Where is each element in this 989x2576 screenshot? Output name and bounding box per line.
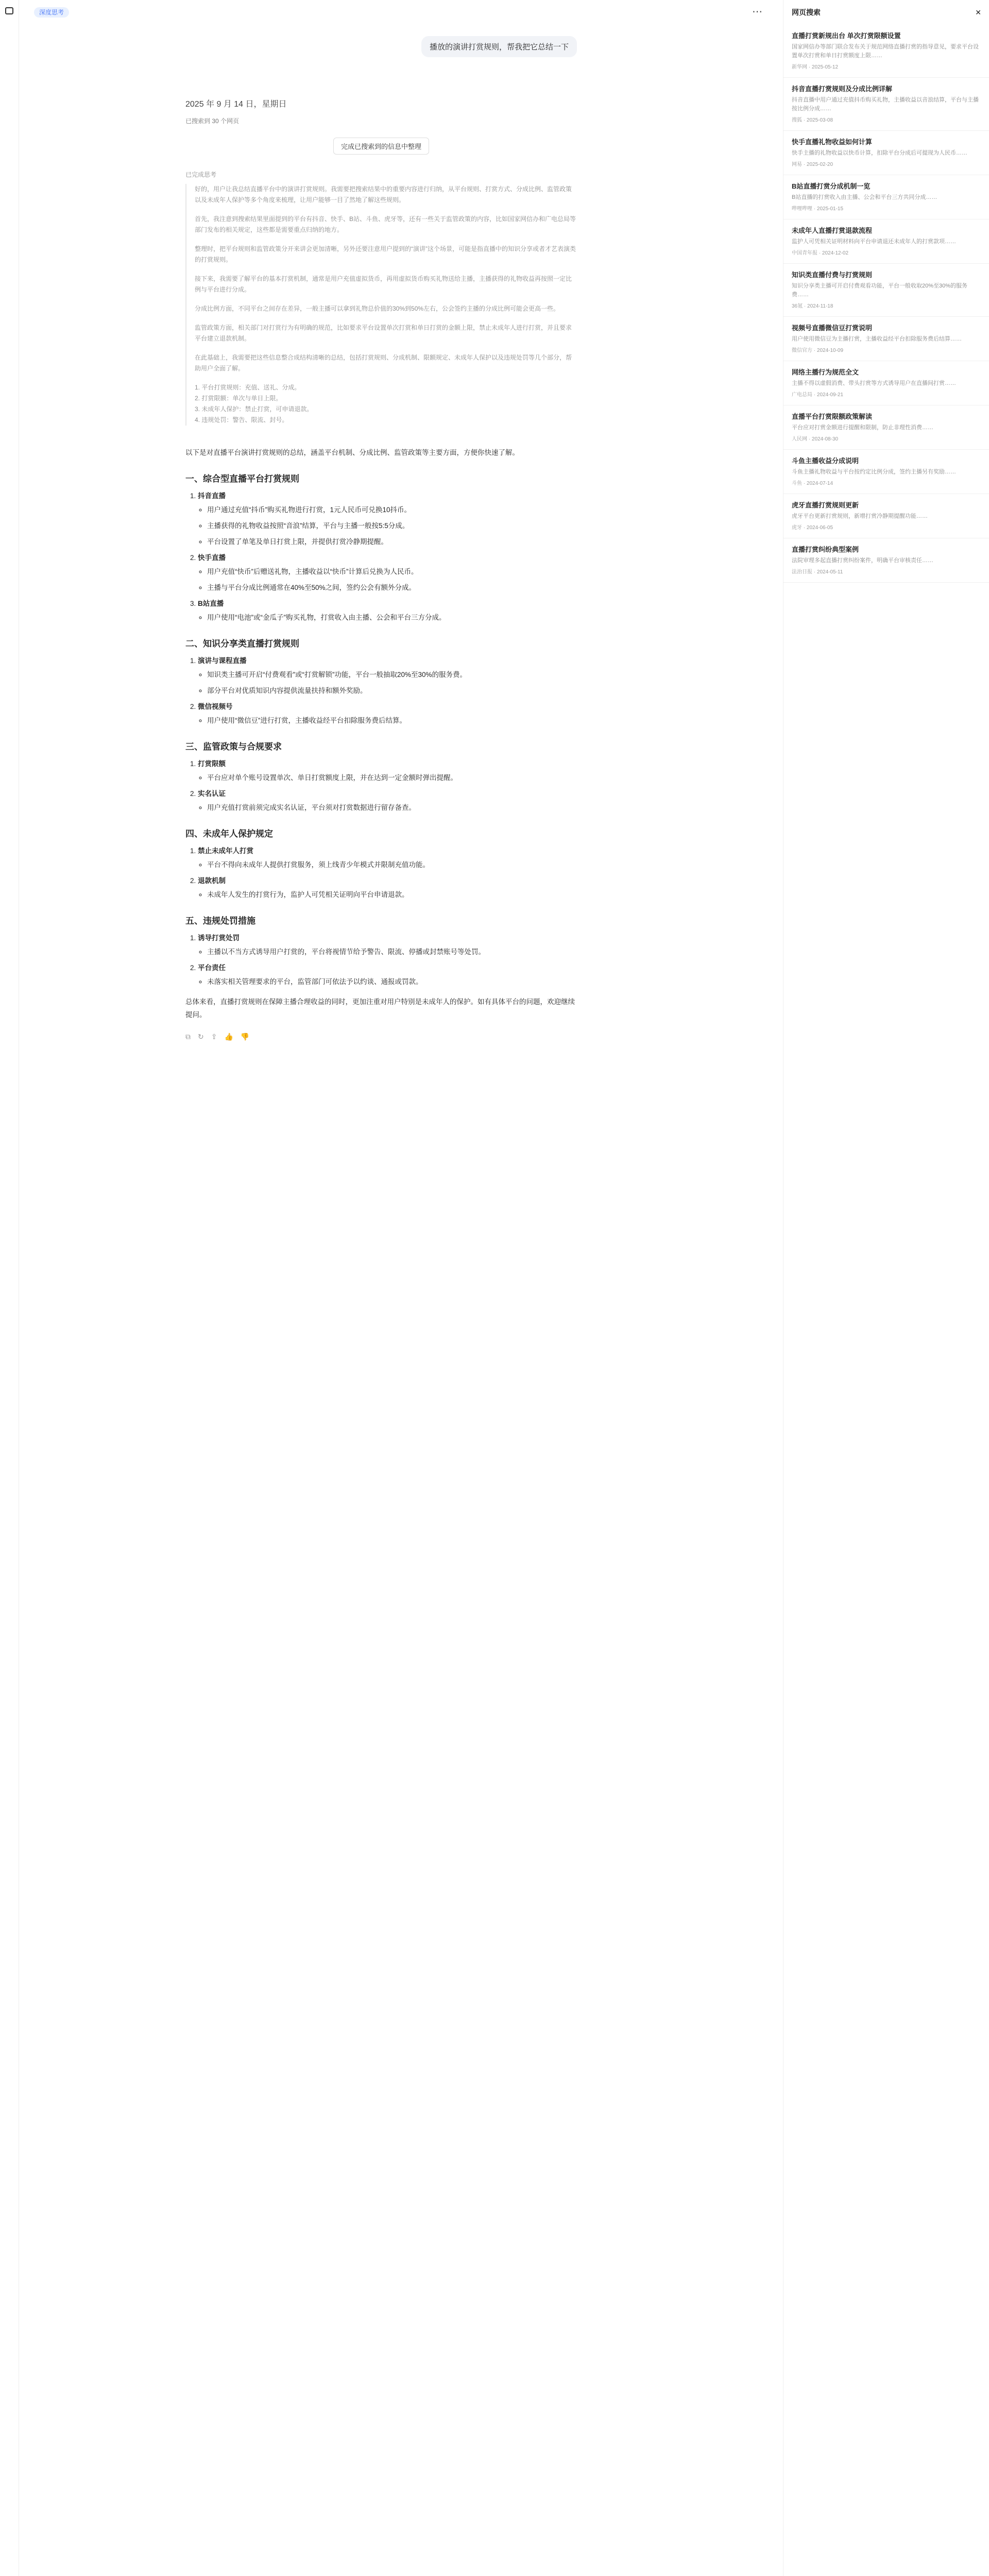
search-result-snippet: B站直播的打赏收入由主播、公会和平台三方共同分成……: [792, 194, 937, 200]
section-item-points: [207, 611, 577, 624]
section-item-point: ◦ 用户充值“快币”后赠送礼物，主播收益以“快币”计算后兑换为人民币。: [207, 565, 577, 578]
search-result[interactable]: [783, 175, 989, 219]
search-result-title[interactable]: 网络主播行为规范全文: [792, 368, 859, 376]
section-item-points: [207, 975, 577, 988]
answer-actions: [185, 1030, 577, 1043]
left-sidebar: [0, 0, 19, 2576]
answer-date: 2025 年 9 月 14 日，星期日: [185, 100, 287, 109]
search-result[interactable]: [783, 264, 989, 317]
thinking-paragraph: 好的，用户让我总结直播平台中的演讲打赏规则。我需要把搜索结果中的重要内容进行归纳，从平台规则、打赏方式、分成比例、监管政策以及未成年人保护等多个角度来梳理，让用户能够一目了然地了解这些规则。: [195, 185, 572, 204]
section-item: [198, 654, 577, 697]
section-list: [198, 654, 577, 727]
section-item-name: 1. 禁止未成年人打赏: [198, 847, 253, 855]
more-options-icon[interactable]: ⋯: [752, 6, 762, 18]
section-item-point: ◦ 平台设置了单笔及单日打赏上限，并提供打赏冷静期提醒。: [207, 535, 577, 548]
thinking-list: [195, 382, 577, 426]
search-result-meta: 36氪 · 2024-11-18: [792, 303, 833, 309]
thinking-paragraph: 在此基础上，我需要把这些信息整合成结构清晰的总结，包括打赏规则、分成机制、限额规定、未成年人保护以及违规处罚等几个部分，帮助用户全面了解。: [195, 354, 572, 372]
section-item-points: [207, 714, 577, 727]
section-title: 三、监管政策与合规要求: [185, 742, 282, 752]
search-panel-title: 网页搜索: [792, 8, 821, 16]
section-item-points: [207, 668, 577, 697]
thinking-block: [185, 184, 577, 426]
section-item-point: ◦ 主播获得的礼物收益按照“音浪”结算，平台与主播一般按5:5分成。: [207, 519, 577, 532]
section-item-point: ◦ 未成年人发生的打赏行为，监护人可凭相关证明向平台申请退款。: [207, 888, 577, 901]
section-item: [198, 931, 577, 958]
search-result-title[interactable]: 视频号直播微信豆打赏说明: [792, 324, 873, 332]
search-result-snippet: 主播不得以虚假消费、带头打赏等方式诱导用户在直播间打赏……: [792, 380, 956, 386]
section-item-points: [207, 565, 577, 594]
section-item-points: [207, 945, 577, 958]
section-item-point: ◦ 平台应对单个账号设置单次、单日打赏额度上限，并在达到一定金额时弹出提醒。: [207, 771, 577, 784]
section-item-name: 2. 平台责任: [198, 964, 226, 972]
search-result-snippet: 快手主播的礼物收益以快币计算，扣除平台分成后可提现为人民币……: [792, 150, 967, 156]
search-result-snippet: 斗鱼主播礼物收益与平台按约定比例分成，签约主播另有奖励……: [792, 469, 956, 475]
search-result-meta: 网易 · 2025-02-20: [792, 162, 833, 167]
think-done-label[interactable]: 已完成思考: [185, 171, 217, 178]
section-item: [198, 757, 577, 784]
think-title[interactable]: [185, 138, 577, 155]
search-result-snippet: 国家网信办等部门联合发布关于规范网络直播打赏的指导意见，要求平台设置单次打赏和单日打赏额度上限……: [792, 44, 979, 59]
thumbs-down-icon[interactable]: 👎: [240, 1032, 250, 1041]
thinking-paragraph: 接下来，我需要了解平台的基本打赏机制，通常是用户充值虚拟货币，再用虚拟货币购买礼物送给主播，主播获得的礼物收益再按照一定比例与平台进行分成。: [195, 275, 572, 293]
chat-thread: [185, 36, 577, 1043]
section-item-point: ◦ 用户通过充值“抖币”购买礼物进行打赏，1元人民币可兑换10抖币。: [207, 503, 577, 516]
section-item-point: ◦ 主播以不当方式诱导用户打赏的，平台将视情节给予警告、限流、停播或封禁账号等处罚。: [207, 945, 577, 958]
sources-count[interactable]: 已搜索到 30 个网页: [185, 117, 240, 125]
thinking-list-item: 1. 平台打赏规则：充值、送礼、分成。: [195, 384, 301, 391]
search-result-meta: 虎牙 · 2024-06-05: [792, 525, 833, 531]
search-result-title[interactable]: 知识类直播付费与打赏规则: [792, 271, 873, 279]
search-result[interactable]: [783, 494, 989, 538]
search-result-meta: 中国青年报 · 2024-12-02: [792, 250, 849, 256]
search-result-snippet: 法院审理多起直播打赏纠纷案件，明确平台审核责任……: [792, 557, 933, 564]
section-item: [198, 700, 577, 727]
search-result-meta: 搜狐 · 2025-03-08: [792, 117, 833, 123]
section-item-point: ◦ 平台不得向未成年人提供打赏服务，须上线青少年模式并限制充值功能。: [207, 858, 577, 871]
share-icon[interactable]: ⇪: [211, 1032, 217, 1041]
section-item-name: 2. 微信视频号: [198, 703, 233, 710]
answer-intro: 以下是对直播平台演讲打赏规则的总结，涵盖平台机制、分成比例、监管政策等主要方面，方便你快速了解。: [185, 449, 519, 456]
section-item: [198, 489, 577, 548]
search-result-title[interactable]: B站直播打赏分成机制一览: [792, 182, 871, 190]
thinking-paragraph: 监管政策方面，相关部门对打赏行为有明确的规范，比如要求平台设置单次打赏和单日打赏的金额上限，禁止未成年人进行打赏，并且要求平台建立退款机制。: [195, 324, 572, 342]
thinking-paragraph: 整理时，把平台规则和监管政策分开来讲会更加清晰，另外还要注意用户提到的“演讲”这个场景，可能是指直播中的知识分享或者才艺表演类的打赏规则。: [195, 245, 576, 263]
thinking-list-item: 3. 未成年人保护：禁止打赏，可申请退款。: [195, 405, 313, 413]
section-title: 五、违规处罚措施: [185, 916, 255, 926]
search-result-meta: 广电总局 · 2024-09-21: [792, 392, 844, 398]
search-result-snippet: 抖音直播中用户通过充值抖币购买礼物，主播收益以音浪结算，平台与主播按比例分成……: [792, 97, 979, 112]
sidebar-toggle-icon[interactable]: [5, 7, 13, 14]
answer-block: [185, 446, 577, 1043]
search-result[interactable]: [783, 78, 989, 131]
search-result-meta: 微信官方 · 2024-10-09: [792, 348, 844, 353]
answer-section: [185, 740, 577, 814]
section-list: [198, 844, 577, 901]
section-item-point: ◦ 用户使用“电池”或“金瓜子”购买礼物，打赏收入由主播、公会和平台三方分成。: [207, 611, 577, 624]
section-item-name: 3. B站直播: [198, 600, 224, 607]
thinking-list-item: 4. 违规处罚：警告、限流、封号。: [195, 416, 288, 423]
search-result[interactable]: [783, 25, 989, 78]
section-item-points: [207, 888, 577, 901]
think-title-label: 完成已搜索到的信息中整理: [333, 138, 429, 155]
search-result-snippet: 监护人可凭相关证明材料向平台申请退还未成年人的打赏款项……: [792, 239, 956, 245]
answer-summary: 总体来看，直播打赏规则在保障主播合理收益的同时，更加注重对用户特别是未成年人的保护。如有具体平台的问题，欢迎继续提问。: [185, 997, 575, 1019]
section-item-points: [207, 858, 577, 871]
search-result[interactable]: [783, 361, 989, 405]
search-result-meta: 人民网 · 2024-08-30: [792, 436, 839, 442]
section-item-point: ◦ 用户使用“微信豆”进行打赏，主播收益经平台扣除服务费后结算。: [207, 714, 577, 727]
section-item-name: 2. 实名认证: [198, 790, 226, 798]
thumbs-up-icon[interactable]: 👍: [224, 1032, 233, 1041]
deep-think-badge[interactable]: 深度思考: [34, 7, 69, 18]
search-result-title[interactable]: 直播平台打赏限额政策解读: [792, 413, 873, 420]
top-bar: [19, 0, 783, 25]
section-item-points: [207, 503, 577, 548]
section-item-name: 1. 演讲与课程直播: [198, 657, 247, 665]
search-result-meta: 斗鱼 · 2024-07-14: [792, 481, 833, 486]
section-item: [198, 844, 577, 871]
section-item-name: 1. 抖音直播: [198, 492, 226, 500]
search-panel: [783, 0, 989, 2576]
thinking-list-item: 2. 打赏限额：单次与单日上限。: [195, 395, 282, 402]
search-result-title[interactable]: 快手直播礼物收益如何计算: [792, 138, 873, 146]
section-item-point: ◦ 部分平台对优质知识内容提供流量扶持和额外奖励。: [207, 684, 577, 697]
search-panel-header: [783, 0, 989, 25]
answer-section: [185, 472, 577, 624]
answer-section: [185, 914, 577, 988]
section-item-points: [207, 801, 577, 814]
section-item: [198, 787, 577, 814]
section-item-points: [207, 771, 577, 784]
section-title: 二、知识分享类直播打赏规则: [185, 639, 299, 649]
search-result[interactable]: [783, 405, 989, 450]
section-item-point: ◦ 用户充值打赏前须完成实名认证，平台须对打赏数据进行留存备查。: [207, 801, 577, 814]
section-item-name: 2. 退款机制: [198, 877, 226, 885]
search-result[interactable]: [783, 219, 989, 264]
search-result-meta: 哔哩哔哩 · 2025-01-15: [792, 206, 844, 212]
section-item: [198, 874, 577, 901]
search-result-snippet: 平台应对打赏金额进行提醒和限制，防止非理性消费……: [792, 425, 933, 431]
search-result[interactable]: [783, 317, 989, 361]
section-list: [198, 931, 577, 988]
thinking-paragraph: 分成比例方面，不同平台之间存在差异，一般主播可以拿到礼物总价值的30%到50%左右，公会签约主播的分成比例可能会更高一些。: [195, 305, 560, 312]
search-result-title[interactable]: 抖音直播打赏规则及分成比例详解: [792, 85, 893, 93]
search-result-snippet: 知识分享类主播可开启付费观看功能，平台一般收取20%至30%的服务费……: [792, 283, 968, 298]
search-result-meta: 新华网 · 2025-05-12: [792, 64, 839, 70]
search-result-snippet: 虎牙平台更新打赏规则，新增打赏冷静期提醒功能……: [792, 513, 928, 519]
regenerate-icon[interactable]: ↻: [198, 1032, 204, 1041]
search-result[interactable]: [783, 450, 989, 494]
section-list: [198, 489, 577, 624]
search-result-title[interactable]: 斗鱼主播收益分成说明: [792, 457, 859, 465]
section-item: [198, 597, 577, 624]
section-item-name: 1. 诱导打赏处罚: [198, 934, 240, 942]
section-item-point: ◦ 主播与平台分成比例通常在40%至50%之间，签约公会有额外分成。: [207, 581, 577, 594]
thinking-paragraph: 首先，我注意到搜索结果里面提到的平台有抖音、快手、B站、斗鱼、虎牙等，还有一些关于监管政策的内容，比如国家网信办和广电总局等部门发布的相关规定，这些都是需要重点归纳的地方。: [195, 215, 576, 233]
search-result-meta: 法治日报 · 2024-05-11: [792, 569, 843, 575]
search-result-title[interactable]: 直播打赏新规出台 单次打赏限额设置: [792, 32, 901, 40]
section-title: 四、未成年人保护规定: [185, 829, 273, 839]
search-result-title[interactable]: 直播打赏纠纷典型案例: [792, 546, 859, 553]
search-result-title[interactable]: 未成年人直播打赏退款流程: [792, 227, 873, 234]
answer-section: [185, 637, 577, 727]
section-item-point: ◦ 知识类主播可开启“付费观看”或“打赏解锁”功能，平台一般抽取20%至30%的服务费。: [207, 668, 577, 681]
section-item-point: ◦ 未落实相关管理要求的平台，监管部门可依法予以约谈、通报或罚款。: [207, 975, 577, 988]
section-item-name: 1. 打赏限额: [198, 760, 226, 768]
answer-section: [185, 827, 577, 901]
section-title: 一、综合型直播平台打赏规则: [185, 474, 299, 484]
copy-icon[interactable]: ⧉: [185, 1032, 191, 1041]
user-message: 播放的演讲打赏规则，帮我把它总结一下: [421, 36, 577, 57]
search-result[interactable]: [783, 131, 989, 175]
search-results: [783, 25, 989, 583]
section-item: [198, 961, 577, 988]
section-list: [198, 757, 577, 814]
search-result-title[interactable]: 虎牙直播打赏规则更新: [792, 501, 859, 509]
close-icon[interactable]: ✕: [975, 8, 981, 16]
section-item: [198, 551, 577, 594]
section-item-name: 2. 快手直播: [198, 554, 226, 562]
search-result-snippet: 用户使用微信豆为主播打赏，主播收益经平台扣除服务费后结算……: [792, 336, 962, 342]
search-result[interactable]: [783, 538, 989, 583]
